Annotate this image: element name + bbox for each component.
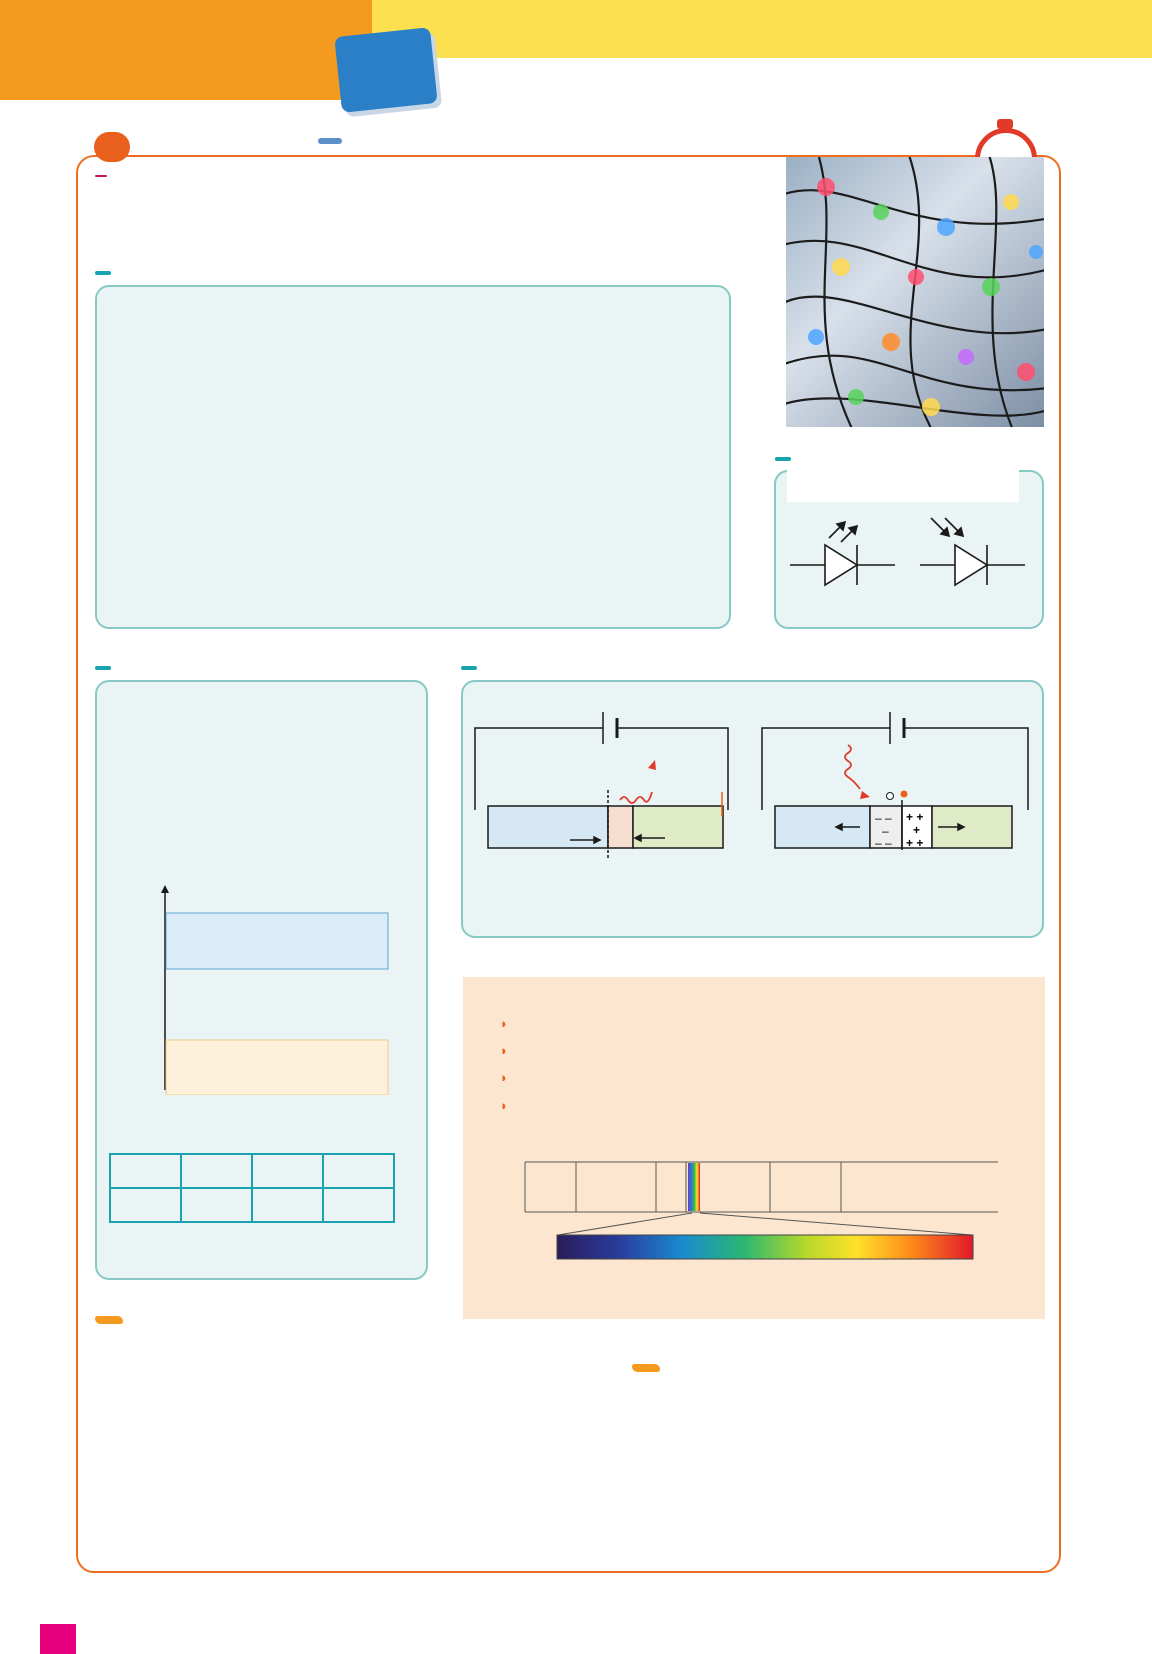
doc2-label-front: [775, 457, 791, 461]
inverse-circuit: [762, 712, 1028, 850]
table-header-cell: [323, 1154, 394, 1188]
minus-charges-2: – –: [875, 836, 892, 850]
table-header-cell: [252, 1154, 323, 1188]
bullet-icon: ◗: [500, 1098, 508, 1113]
header-tab: [0, 0, 372, 100]
doc3-label: [95, 666, 111, 670]
table-header-cell: [110, 1154, 181, 1188]
direct-circuit: [475, 712, 728, 860]
bullet-icon: ◗: [500, 1016, 508, 1031]
doc4-label: [461, 666, 477, 670]
silicon-doping-diagram: [150, 425, 710, 595]
energy-bands-diagram: [160, 885, 400, 1095]
bullet-icon: ◗: [500, 1070, 508, 1085]
junction-circuits: [470, 690, 1040, 880]
badge-line2: [335, 33, 430, 43]
com-badge: [95, 175, 107, 177]
bullet-icon: ◗: [500, 1043, 508, 1058]
exercise-tag: [318, 138, 342, 144]
table-cell: [110, 1188, 181, 1222]
minus-charges: – –: [875, 811, 892, 825]
donnees-item: [500, 1068, 512, 1087]
string-lights-photo: [786, 157, 1044, 427]
prepa-bac-badge: [334, 27, 437, 113]
page-marker: [40, 1624, 76, 1654]
diode-symbols: [785, 510, 1035, 590]
photodiode-symbol: [790, 522, 895, 585]
plus-charge: +: [913, 823, 921, 837]
synthese-header: [632, 1364, 660, 1372]
donnees-item: [500, 1041, 512, 1060]
header-band: [340, 0, 1152, 58]
string-lights-illustration: [786, 157, 1044, 427]
badge-line1: [335, 33, 430, 43]
donnees-item: [500, 1014, 512, 1033]
em-spectrum-diagram: [520, 1135, 1020, 1315]
questions-header: [95, 1316, 123, 1324]
table-cell: [181, 1188, 252, 1222]
led-symbol: [920, 518, 1025, 585]
table-cell: [252, 1188, 323, 1222]
table-row: [110, 1188, 394, 1222]
table-cell: [323, 1188, 394, 1222]
plus-charges: + +: [906, 810, 924, 824]
table-row: [110, 1154, 394, 1188]
doc1-label: [95, 271, 111, 275]
doc2-title-bg: [787, 456, 1019, 502]
table-header-cell: [181, 1154, 252, 1188]
exercise-number: [94, 132, 130, 162]
plus-charges-2: + +: [906, 836, 924, 850]
minus-charge: –: [882, 824, 889, 838]
gap-table: [109, 1153, 395, 1223]
donnees-item: [500, 1096, 512, 1115]
